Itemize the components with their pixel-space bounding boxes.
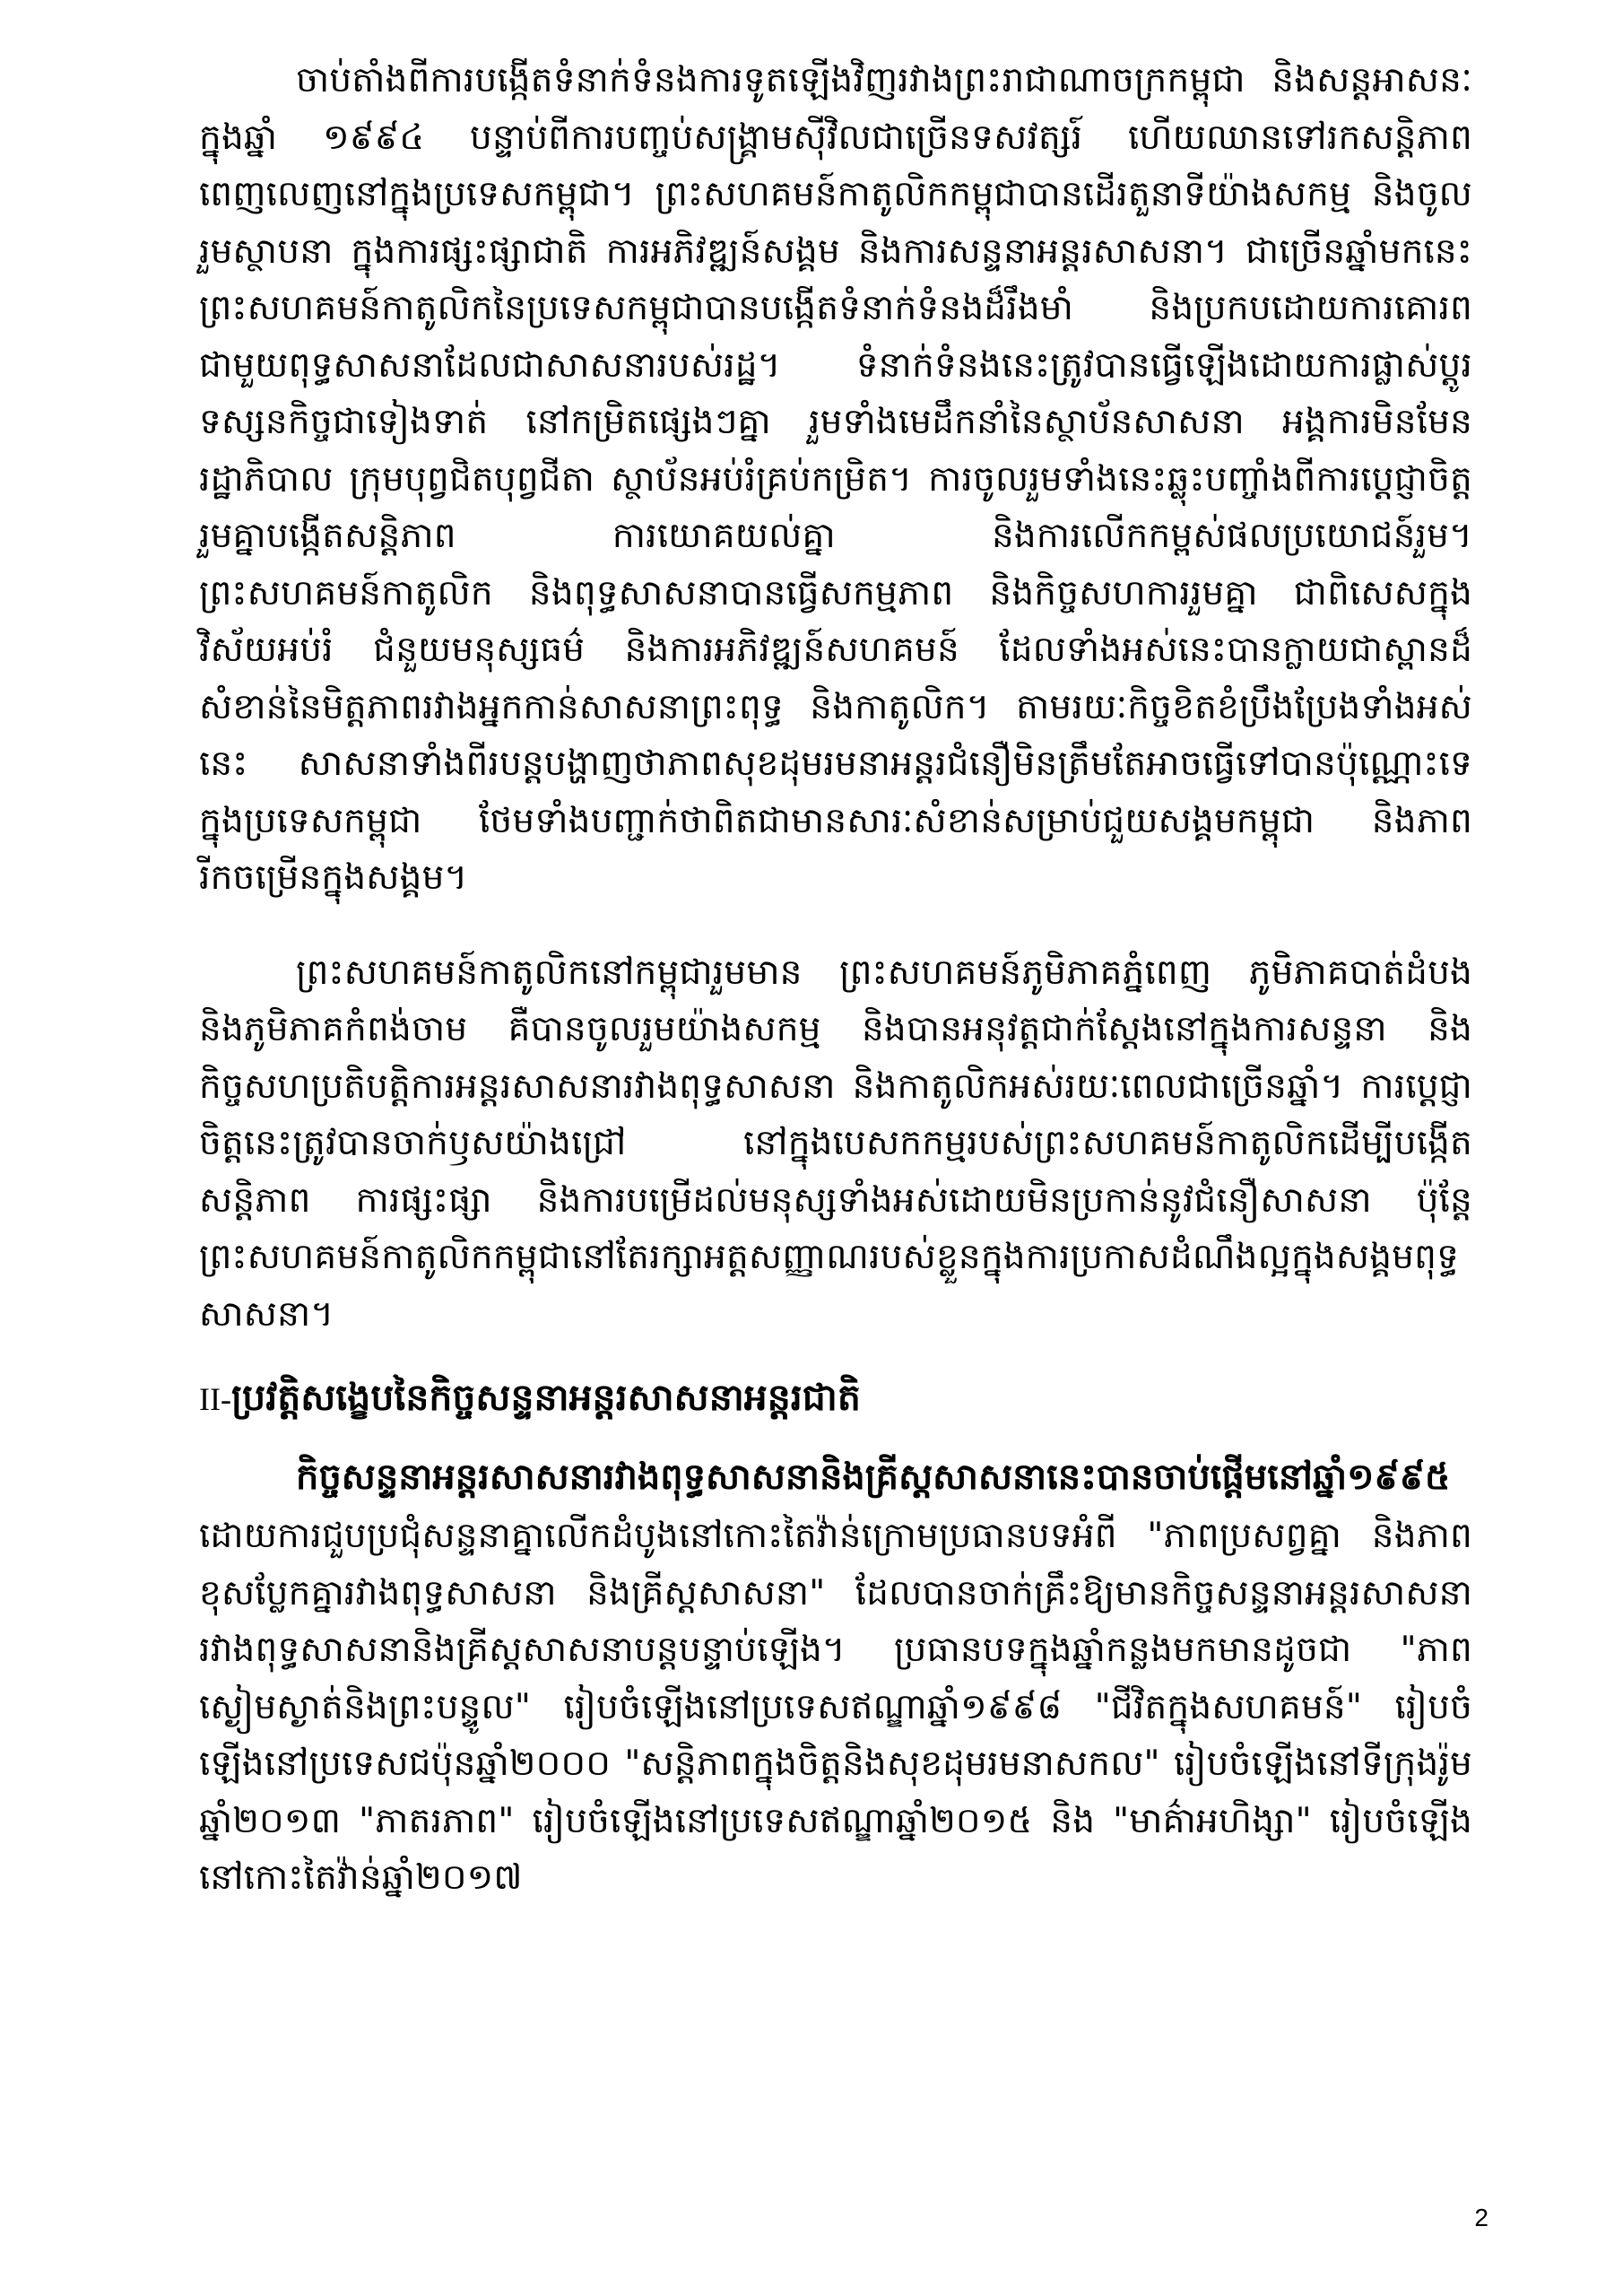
lead-sentence: កិច្ចសន្ទនាអន្តរសាសនារវាងពុទ្ធសាសនានិងគ្រីស្តសាសនានេះបានចាប់ផ្តើមនៅឆ្នាំ១៩៩៥ [296,1457,1451,1498]
section-heading [199,1366,1472,1431]
page-number: 2 [1474,2204,1488,2231]
paragraph-2: ព្រះសហគមន៍កាតូលិកនៅកម្ពុជារួមមាន ព្រះសហគមន៍ភូមិភាគភ្នំពេញ ភូមិភាគបាត់ដំបង និងភូមិភាគកំពង់ចាម គឺបានចូលរួមយ៉ាងសកម្ម និងបានអនុវត្តជាក់ស្តែងនៅក្នុងការសន្ទនា និងកិច្ចសហប្រតិបត្តិការអន្តរសាសនារវាងពុទ្ធសាសនា និងកាតូលិកអស់រយៈពេលជាច្រើនឆ្នាំ។ ការប្តេជ្ញាចិត្តនេះត្រូវបានចាក់ឫសយ៉ាងជ្រៅ នៅក្នុងបេសកកម្មរបស់ព្រះសហគមន៍កាតូលិកដើម្បីបង្កើតសន្តិភាព ការផ្សះផ្សា និងការបម្រើដល់មនុស្សទាំងអស់ដោយមិនប្រកាន់នូវជំនឿសាសនា ប៉ុន្តែព្រះសហគមន៍កាតូលិកកម្ពុជានៅតែរក្សាអត្តសញ្ញាណរបស់ខ្លួនក្នុងការប្រកាសដំណឹងល្អក្នុងសង្គមពុទ្ធសាសនា។ [199,952,1472,1335]
paragraph-1: ចាប់តាំងពីការបង្កើតទំនាក់ទំនងការទូតឡើងវិញរវាងព្រះរាជាណាចក្រកម្ពុជា និងសន្តអាសនៈក្នុងឆ្នាំ ១៩៩៤ បន្ទាប់ពីការបញ្ចប់សង្គ្រាមស៊ីវិលជាច្រើនទសវត្សរ៍ ហើយឈានទៅរកសន្តិភាពពេញលេញនៅក្នុងប្រទេសកម្ពុជា។ ព្រះសហគមន៍កាតូលិកកម្ពុជាបានដើរតួនាទីយ៉ាងសកម្ម និងចូលរួមស្ថាបនា ក្នុងការផ្សះផ្សាជាតិ ការអភិវឌ្ឍន៍សង្គម និងការសន្ទនាអន្តរសាសនា។ ជាច្រើនឆ្នាំមកនេះ ព្រះសហគមន៍កាតូលិកនៃប្រទេសកម្ពុជាបានបង្កើតទំនាក់ទំនងដ៏រឹងមាំ និងប្រកបដោយការគោរពជាមួយពុទ្ធសាសនាដែលជាសាសនារបស់រដ្ឋ។ ទំនាក់ទំនងនេះត្រូវបានធ្វើឡើងដោយការផ្លាស់ប្តូរទស្សនកិច្ចជាទៀងទាត់ នៅកម្រិតផ្សេងៗគ្នា រួមទាំងមេដឹកនាំនៃស្ថាប័នសាសនា អង្គការមិនមែនរដ្ឋាភិបាល ក្រុមបុព្វជិតបុព្វជីតា ស្ថាប័នអប់រំគ្រប់កម្រិត។ ការចូលរួមទាំងនេះឆ្លុះបញ្ចាំងពីការប្តេជ្ញាចិត្តរួមគ្នាបង្កើតសន្តិភាព ការយោគយល់គ្នា និងការលើកកម្ពស់ផលប្រយោជន៍រួម។ ព្រះសហគមន៍កាតូលិក និងពុទ្ធសាសនាបានធ្វើសកម្មភាព និងកិច្ចសហការរួមគ្នា ជាពិសេសក្នុងវិស័យអប់រំ ជំនួយមនុស្សធម៌ និងការអភិវឌ្ឍន៍សហគមន៍ ដែលទាំងអស់នេះបានក្លាយជាស្ពានដ៏សំខាន់នៃមិត្តភាពរវាងអ្នកកាន់សាសនាព្រះពុទ្ធ និងកាតូលិក។ តាមរយៈកិច្ចខិតខំប្រឹងប្រែងទាំងអស់នេះ សាសនាទាំងពីរបន្តបង្ហាញថាភាពសុខដុមរមនាអន្តរជំនឿមិនត្រឹមតែអាចធ្វើទៅបានប៉ុណ្ណោះទេក្នុងប្រទេសកម្ពុជា ថែមទាំងបញ្ជាក់ថាពិតជាមានសារៈសំខាន់សម្រាប់ជួយសង្គមកម្ពុជា និងភាពរីកចម្រើនក្នុងសង្គម។ [199,60,1472,898]
section-title: ប្រវត្តិសង្ខេបនៃកិច្ចសន្ទនាអន្តរសាសនាអន្តរជាតិ [230,1376,861,1419]
section-number: II- [199,1381,231,1417]
paragraph-4: ដោយការជួបប្រជុំសន្ទនាគ្នាលើកដំបូងនៅកោះតៃវ៉ាន់ក្រោមប្រធានបទអំពី "ភាពប្រសព្វគ្នា និងភាពខុសប្លែកគ្នារវាងពុទ្ធសាសនា និងគ្រីស្តសាសនា" ដែលបានចាក់គ្រឹះឱ្យមានកិច្ចសន្ទនាអន្តរសាសនារវាងពុទ្ធសាសនានិងគ្រីស្តសាសនាបន្តបន្ទាប់ឡើង។ ប្រធានបទក្នុងឆ្នាំកន្លងមកមានដូចជា "ភាពស្ងៀមស្ងាត់និងព្រះបន្ទូល" រៀបចំឡើងនៅប្រទេសឥណ្ឌាឆ្នាំ១៩៩៨ "ជីវិតក្នុងសហគមន៍" រៀបចំឡើងនៅប្រទេសជប៉ុនឆ្នាំ២០០០ "សន្តិភាពក្នុងចិត្តនិងសុខដុមរមនាសកល" រៀបចំឡើងនៅទីក្រុងរ៉ូមឆ្នាំ២០១៣ "ភាតរភាព" រៀបចំឡើងនៅប្រទេសឥណ្ឌាឆ្នាំ២០១៥ និង "មាគ៌ាអហិង្សា" រៀបចំឡើងនៅកោះតៃវ៉ាន់ឆ្នាំ២០១៧ [199,1516,1472,1898]
document-body [199,52,1472,1907]
